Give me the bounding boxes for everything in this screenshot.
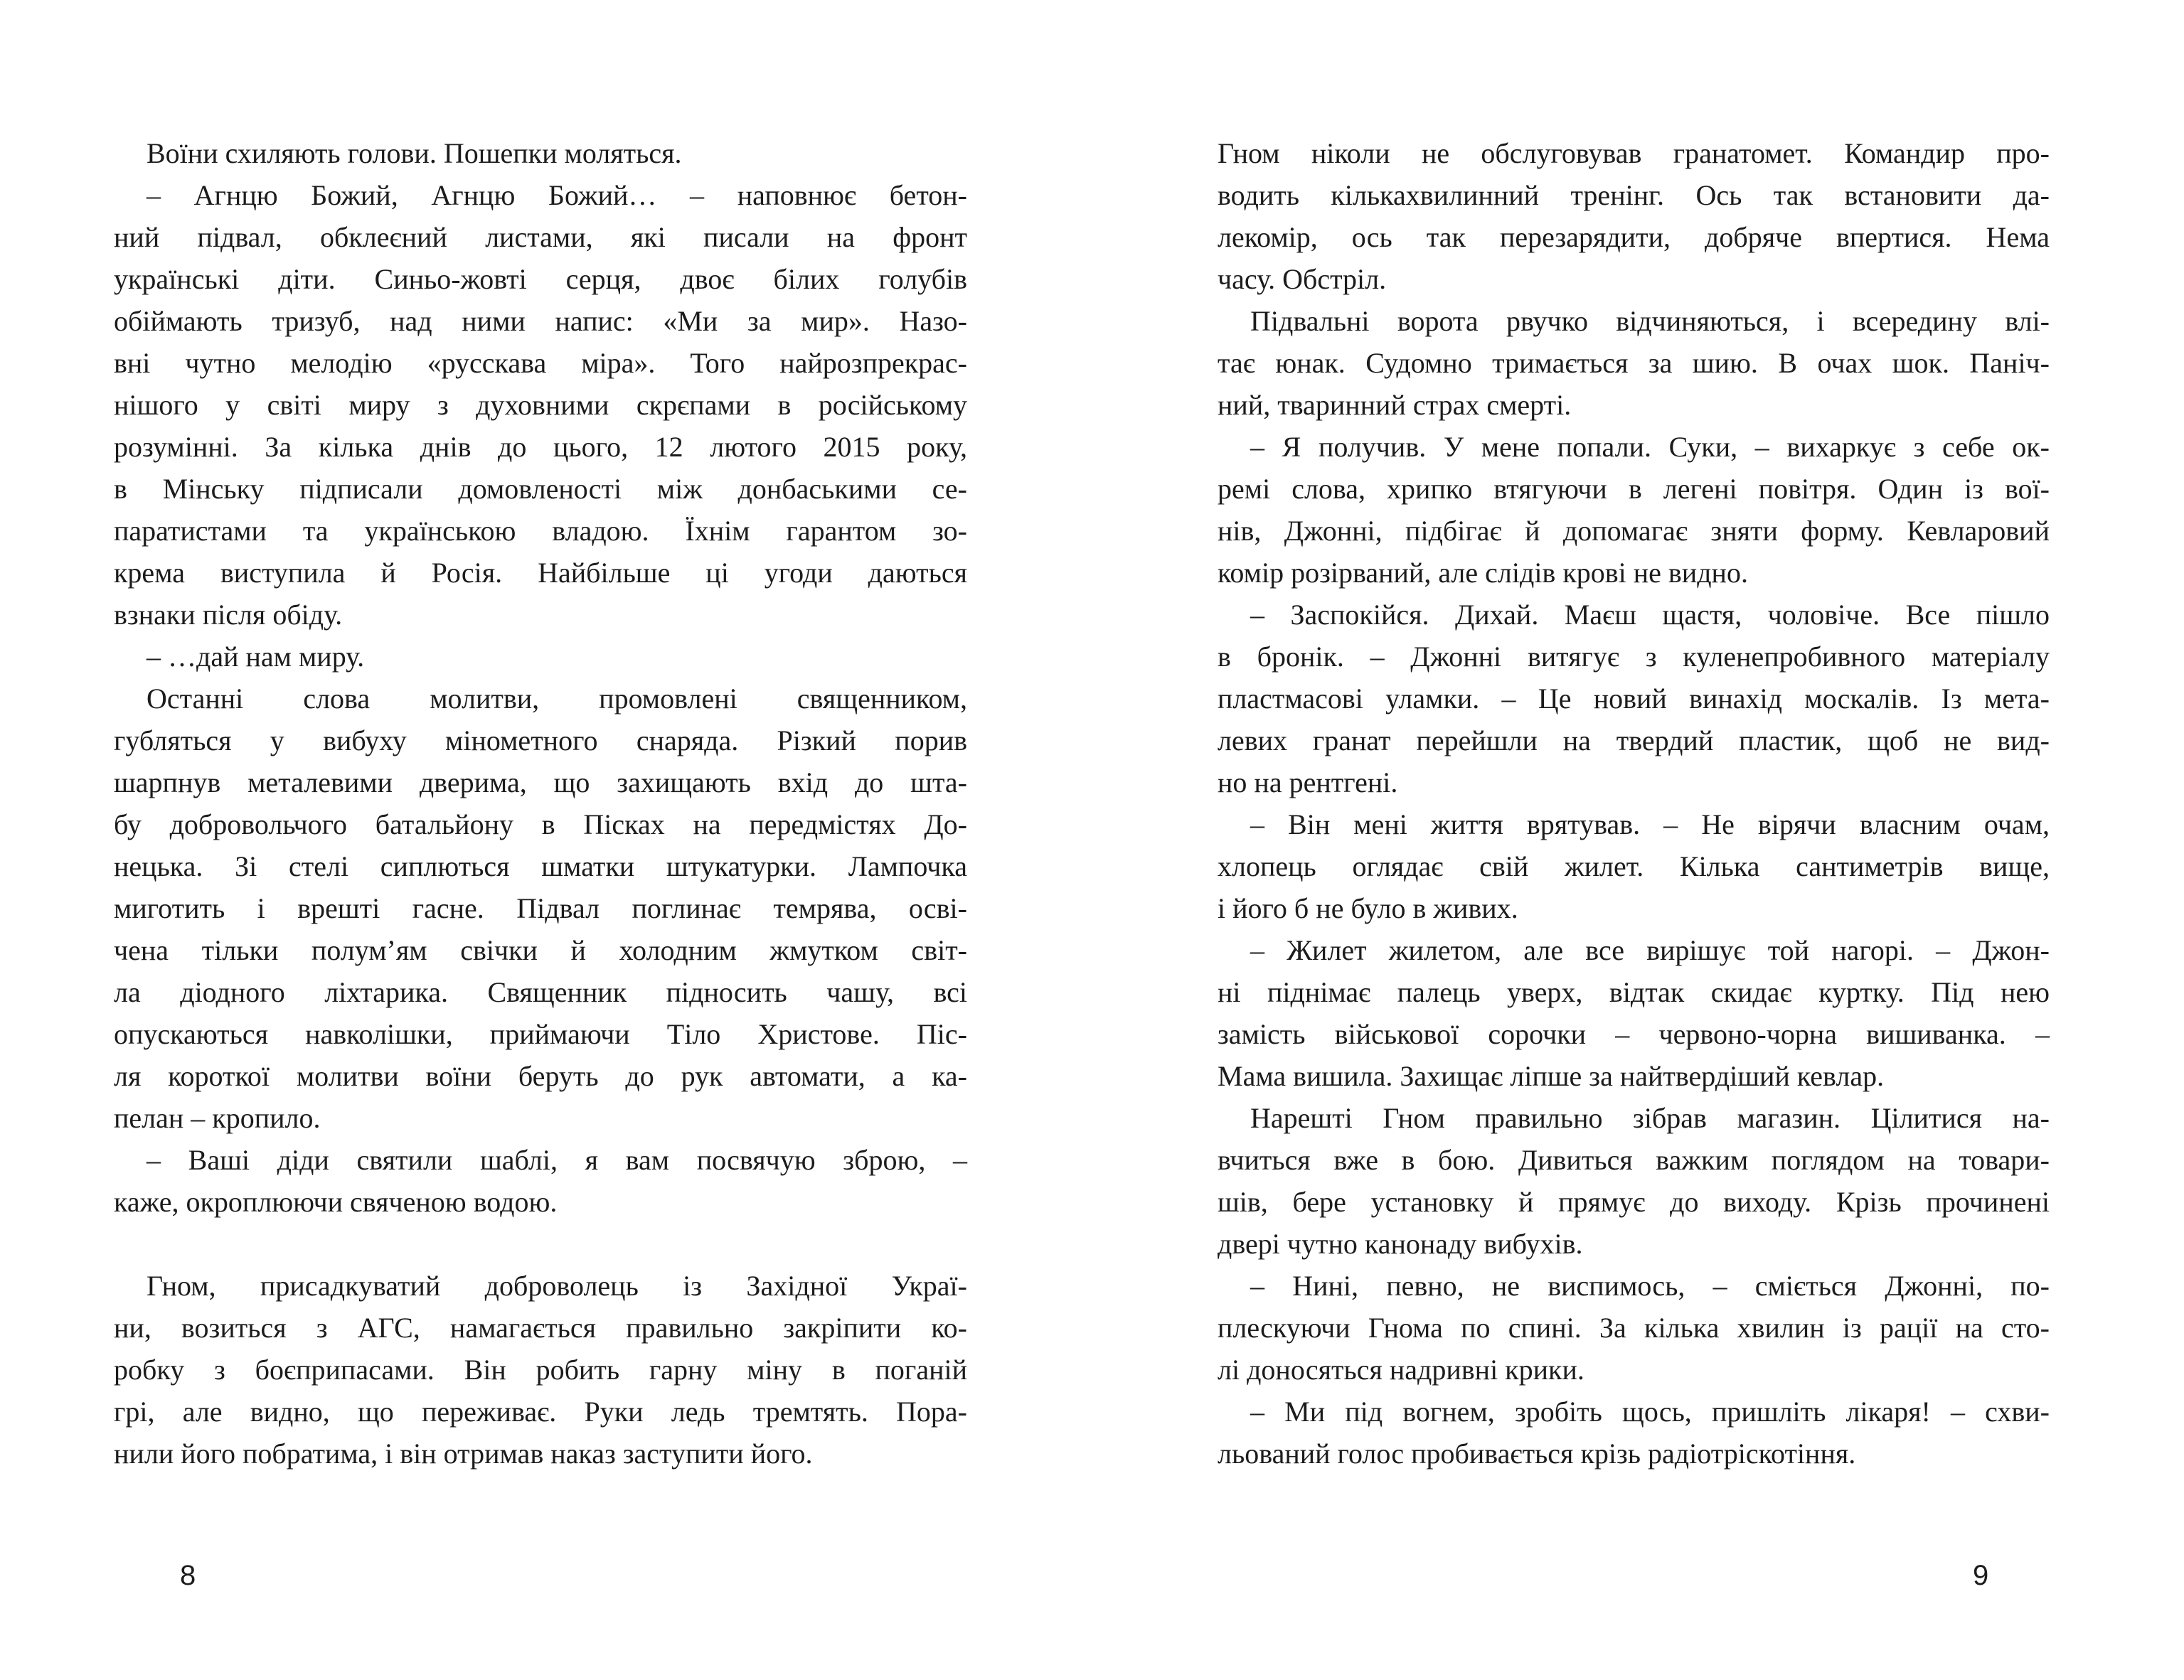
- text-line: Гном, присадкуватий доброволець із Західної Украї-: [147, 1270, 967, 1302]
- text-line: робку з боєприпасами. Він робить гарну міну в поганій: [114, 1354, 967, 1386]
- text-line: опускаються навколішки, приймаючи Тіло Христове. Піс-: [114, 1018, 967, 1050]
- text-line: лекомір, ось так перезарядити, добряче впертися. Нема: [1218, 221, 2050, 253]
- text-line: замість військової сорочки – червоно-чорна вишиванка. –: [1218, 1018, 2050, 1050]
- text-line: – Агнцю Божий, Агнцю Божий… – наповнює бетон-: [147, 179, 967, 211]
- text-line: паратистами та українською владою. Їхнім гарантом зо-: [114, 515, 967, 547]
- text-line: – …дай нам миру.: [147, 641, 365, 673]
- text-line: шів, бере установку й прямує до виходу. Крізь прочинені: [1218, 1186, 2050, 1218]
- text-line: пелан – кропило.: [114, 1102, 321, 1134]
- text-line: ни, возиться з АГС, намагається правильно закріпити ко-: [114, 1312, 967, 1344]
- text-line: нів, Джонні, підбігає й допомагає зняти форму. Кевларовий: [1218, 515, 2050, 547]
- text-line: розумінні. За кілька днів до цього, 12 лютого 2015 року,: [114, 431, 967, 463]
- text-line: ний, тваринний страх смерті.: [1218, 389, 1572, 421]
- paragraph: [1218, 132, 2050, 300]
- paragraph: [114, 1139, 967, 1223]
- text-line: – Ваші діди святили шаблі, я вам посвячую зброю, –: [147, 1144, 967, 1176]
- left-page-text-column: [114, 132, 967, 1475]
- text-line: ремі слова, хрипко втягуючи в легені повітря. Один із вої-: [1218, 473, 2050, 505]
- text-line: пластмасові уламки. – Це новий винахід москалів. Із мета-: [1218, 683, 2050, 715]
- text-line: Гном ніколи не обслуговував гранатомет. Командир про-: [1218, 137, 2050, 169]
- text-line: обіймають тризуб, над ними напис: «Ми за мир». Назо-: [114, 305, 967, 337]
- paragraph: [114, 1265, 967, 1475]
- text-line: шарпнув металевими дверима, що захищають вхід до шта-: [114, 766, 967, 798]
- text-line: ний підвал, обклеєний листами, які писали на фронт: [114, 221, 967, 253]
- text-line: но на рентгені.: [1218, 766, 1398, 798]
- paragraph: [1218, 1391, 2050, 1475]
- text-line: ла діодного ліхтарика. Священник підносить чашу, всі: [114, 976, 967, 1008]
- paragraph: [1218, 1097, 2050, 1265]
- text-line: нили його побратима, і він отримав наказ заступити його.: [114, 1438, 813, 1470]
- text-line: взнаки після обіду.: [114, 599, 343, 631]
- text-line: – Жилет жилетом, але все вирішує той нагорі. – Джон-: [1250, 934, 2050, 966]
- text-line: Воїни схиляють голови. Пошепки моляться.: [147, 137, 682, 169]
- text-line: і його б не було в живих.: [1218, 892, 1518, 924]
- text-line: Нарешті Гном правильно зібрав магазин. Цілитися на-: [1250, 1102, 2050, 1134]
- text-line: хлопець оглядає свій жилет. Кілька сантиметрів вище,: [1218, 850, 2050, 882]
- text-line: губляться у вибуху мінометного снаряда. Різкий порив: [114, 724, 967, 756]
- text-line: тає юнак. Судомно тримається за шию. В очах шок. Паніч-: [1218, 347, 2050, 379]
- text-line: левих гранат перейшли на твердий пластик, щоб не вид-: [1218, 724, 2050, 756]
- text-line: часу. Обстріл.: [1218, 263, 1387, 295]
- paragraph: [114, 132, 967, 174]
- text-line: в Мінську підписали домовленості між донбаськими се-: [114, 473, 967, 505]
- text-line: миготить і врешті гасне. Підвал поглинає темрява, осві-: [114, 892, 967, 924]
- text-line: комір розірваний, але слідів крові не видно.: [1218, 557, 1748, 589]
- text-line: каже, окроплюючи свяченою водою.: [114, 1186, 558, 1218]
- paragraph: [1218, 929, 2050, 1097]
- text-line: – Ми під вогнем, зробіть щось, пришліть лікаря! – схви-: [1250, 1396, 2050, 1428]
- text-line: Мама вишила. Захищає ліпше за найтвердіший кевлар.: [1218, 1060, 1885, 1092]
- text-line: нішого у світі миру з духовними скрєпами в російському: [114, 389, 967, 421]
- right-page-text-column: [1218, 132, 2050, 1475]
- text-line: чена тільки полум’ям свічки й холодним жмутком світ-: [114, 934, 967, 966]
- text-line: грі, але видно, що переживає. Руки ледь тремтять. Пора-: [114, 1396, 967, 1428]
- paragraph: [114, 678, 967, 1139]
- paragraph: [1218, 426, 2050, 594]
- text-line: – Він мені життя врятував. – Не вірячи власним очам,: [1250, 808, 2050, 840]
- text-line: нецька. Зі стелі сиплються шматки штукатурки. Лампочка: [114, 850, 967, 882]
- page-number-left: 8: [180, 1560, 196, 1591]
- text-line: – Я получив. У мене попали. Суки, – вихаркує з себе ок-: [1250, 431, 2050, 463]
- text-line: Останні слова молитви, промовлені священником,: [147, 683, 967, 715]
- text-line: бу добровольчого батальйону в Пісках на передмістях До-: [114, 808, 967, 840]
- text-line: Підвальні ворота рвучко відчиняються, і всередину влі-: [1250, 305, 2050, 337]
- paragraph: [114, 636, 967, 678]
- text-line: крема виступила й Росія. Найбільше ці угоди даються: [114, 557, 967, 589]
- text-line: ні піднімає палець уверх, відтак скидає куртку. Під нею: [1218, 976, 2050, 1008]
- paragraph: [1218, 1265, 2050, 1391]
- page-number-right: 9: [1973, 1560, 1989, 1591]
- text-line: – Нині, певно, не виспимось, – сміється Джонні, по-: [1250, 1270, 2050, 1302]
- paragraph: [114, 174, 967, 636]
- text-line: вчиться вже в бою. Дивиться важким поглядом на товари-: [1218, 1144, 2050, 1176]
- text-line: двері чутно канонаду вибухів.: [1218, 1228, 1583, 1260]
- text-line: льований голос пробивається крізь радіотріскотіння.: [1218, 1438, 1856, 1470]
- paragraph: [1218, 300, 2050, 426]
- text-line: ля короткої молитви воїни беруть до рук автомати, а ка-: [114, 1060, 967, 1092]
- text-line: вні чутно мелодію «русскава міра». Того найрозпрекрас-: [114, 347, 967, 379]
- paragraph: [1218, 594, 2050, 803]
- paragraph: [1218, 803, 2050, 929]
- text-line: в бронік. – Джонні витягує з куленепробивного матеріалу: [1218, 641, 2050, 673]
- text-line: українські діти. Синьо-жовті серця, двоє білих голубів: [114, 263, 967, 295]
- text-line: плескуючи Гнома по спині. За кілька хвилин із рації на сто-: [1218, 1312, 2050, 1344]
- text-line: – Заспокійся. Дихай. Маєш щастя, чоловіче. Все пішло: [1250, 599, 2050, 631]
- text-line: лі доносяться надривні крики.: [1218, 1354, 1584, 1386]
- text-line: водить кількахвилинний тренінг. Ось так встановити да-: [1218, 179, 2050, 211]
